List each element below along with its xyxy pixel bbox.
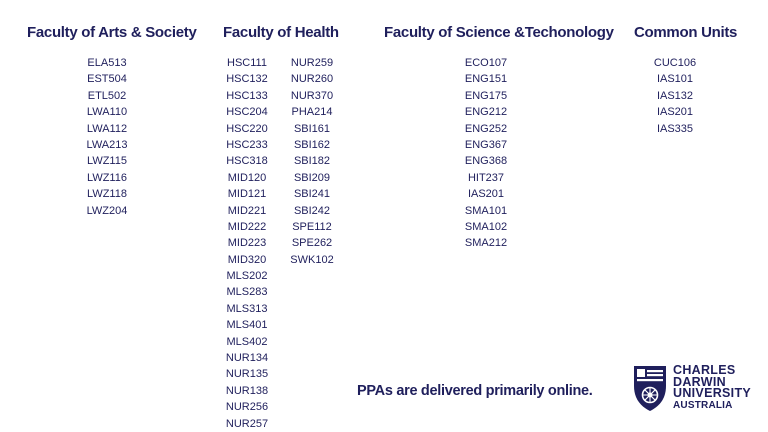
unit-code: NUR257 bbox=[225, 417, 269, 430]
unit-code: LWA112 bbox=[86, 122, 128, 135]
unit-code: MLS402 bbox=[226, 335, 268, 348]
unit-code: ENG151 bbox=[464, 73, 508, 86]
unit-code: NUR135 bbox=[225, 368, 269, 381]
unit-code: HSC204 bbox=[226, 106, 268, 119]
unit-code: ENG252 bbox=[464, 122, 508, 135]
unit-code: MID320 bbox=[227, 253, 267, 266]
unit-code: ENG367 bbox=[464, 138, 508, 151]
unit-code: NUR259 bbox=[290, 57, 334, 69]
faculty-science-heading: Faculty of Science &Techonology bbox=[384, 24, 614, 41]
unit-code: MLS313 bbox=[226, 302, 268, 315]
unit-code: ENG368 bbox=[464, 155, 508, 168]
logo-text-charles: CHARLES bbox=[673, 363, 736, 377]
unit-code: ETL502 bbox=[87, 89, 127, 102]
unit-code: ENG212 bbox=[464, 106, 508, 119]
unit-code: SPE112 bbox=[292, 220, 332, 233]
unit-code: LWA110 bbox=[86, 106, 128, 119]
unit-code: SMA102 bbox=[464, 220, 508, 233]
faculty-health-heading: Faculty of Health bbox=[223, 24, 339, 41]
common-units-heading: Common Units bbox=[634, 24, 738, 41]
common-unit-list bbox=[645, 55, 705, 137]
unit-code: LWZ115 bbox=[87, 155, 127, 168]
unit-code: HSC132 bbox=[226, 73, 268, 86]
unit-code: EST504 bbox=[87, 73, 127, 86]
cdu-crest-icon bbox=[632, 364, 668, 412]
logo-text-australia: AUSTRALIA bbox=[673, 399, 733, 411]
unit-code: MLS283 bbox=[226, 286, 268, 299]
unit-code: SBI241 bbox=[293, 188, 331, 201]
unit-code: SBI209 bbox=[293, 171, 331, 184]
unit-code: NUR256 bbox=[225, 401, 269, 414]
unit-code: PHA214 bbox=[291, 106, 333, 119]
unit-code: ECO107 bbox=[464, 57, 508, 69]
health-unit-list-1 bbox=[217, 55, 277, 432]
unit-code: CUC106 bbox=[653, 57, 697, 69]
unit-code: SBI162 bbox=[293, 138, 331, 151]
unit-code: MID221 bbox=[227, 204, 267, 217]
unit-code: LWA213 bbox=[86, 138, 128, 151]
unit-code: SPE262 bbox=[291, 237, 333, 250]
unit-code: HSC233 bbox=[226, 138, 268, 151]
unit-code: IAS201 bbox=[467, 188, 505, 201]
unit-code: NUR134 bbox=[225, 352, 269, 365]
unit-code: MID223 bbox=[227, 237, 267, 250]
unit-code: IAS132 bbox=[656, 89, 694, 102]
unit-code: SBI161 bbox=[293, 122, 331, 135]
unit-code: IAS201 bbox=[656, 106, 694, 119]
unit-code: NUR370 bbox=[290, 89, 334, 102]
unit-code: MID121 bbox=[227, 188, 267, 201]
unit-code: IAS101 bbox=[656, 73, 694, 86]
unit-code: IAS335 bbox=[656, 122, 694, 135]
unit-code: NUR260 bbox=[290, 73, 334, 86]
unit-code: HSC318 bbox=[226, 155, 268, 168]
unit-code: MID120 bbox=[227, 171, 267, 184]
unit-code: ENG175 bbox=[464, 89, 508, 102]
unit-code: SBI242 bbox=[293, 204, 331, 217]
unit-code: HSC133 bbox=[226, 89, 268, 102]
unit-code: LWZ204 bbox=[86, 204, 128, 217]
unit-code: SMA212 bbox=[464, 237, 508, 250]
unit-code: MLS202 bbox=[226, 270, 268, 283]
unit-code: SWK102 bbox=[290, 253, 334, 266]
unit-code: HSC111 bbox=[227, 57, 267, 69]
unit-code: SMA101 bbox=[464, 204, 508, 217]
unit-code: HSC220 bbox=[226, 122, 268, 135]
logo-text-darwin: DARWIN bbox=[673, 374, 726, 389]
faculty-arts-heading: Faculty of Arts & Society bbox=[27, 24, 197, 41]
unit-code: MID222 bbox=[227, 220, 267, 233]
delivery-note: PPAs are delivered primarily online. bbox=[357, 383, 593, 399]
unit-code: NUR138 bbox=[225, 384, 269, 397]
unit-code: SBI182 bbox=[293, 155, 331, 168]
science-unit-list bbox=[456, 55, 516, 252]
unit-code: MLS401 bbox=[226, 319, 268, 332]
cdu-logo bbox=[632, 364, 766, 414]
unit-code: ELA513 bbox=[87, 57, 127, 69]
health-unit-list-2 bbox=[282, 55, 342, 268]
unit-code: HIT237 bbox=[467, 171, 505, 184]
unit-code: LWZ116 bbox=[87, 171, 127, 184]
unit-code: LWZ118 bbox=[87, 188, 127, 201]
arts-unit-list bbox=[77, 55, 137, 219]
logo-text-university: UNIVERSITY bbox=[673, 386, 752, 400]
